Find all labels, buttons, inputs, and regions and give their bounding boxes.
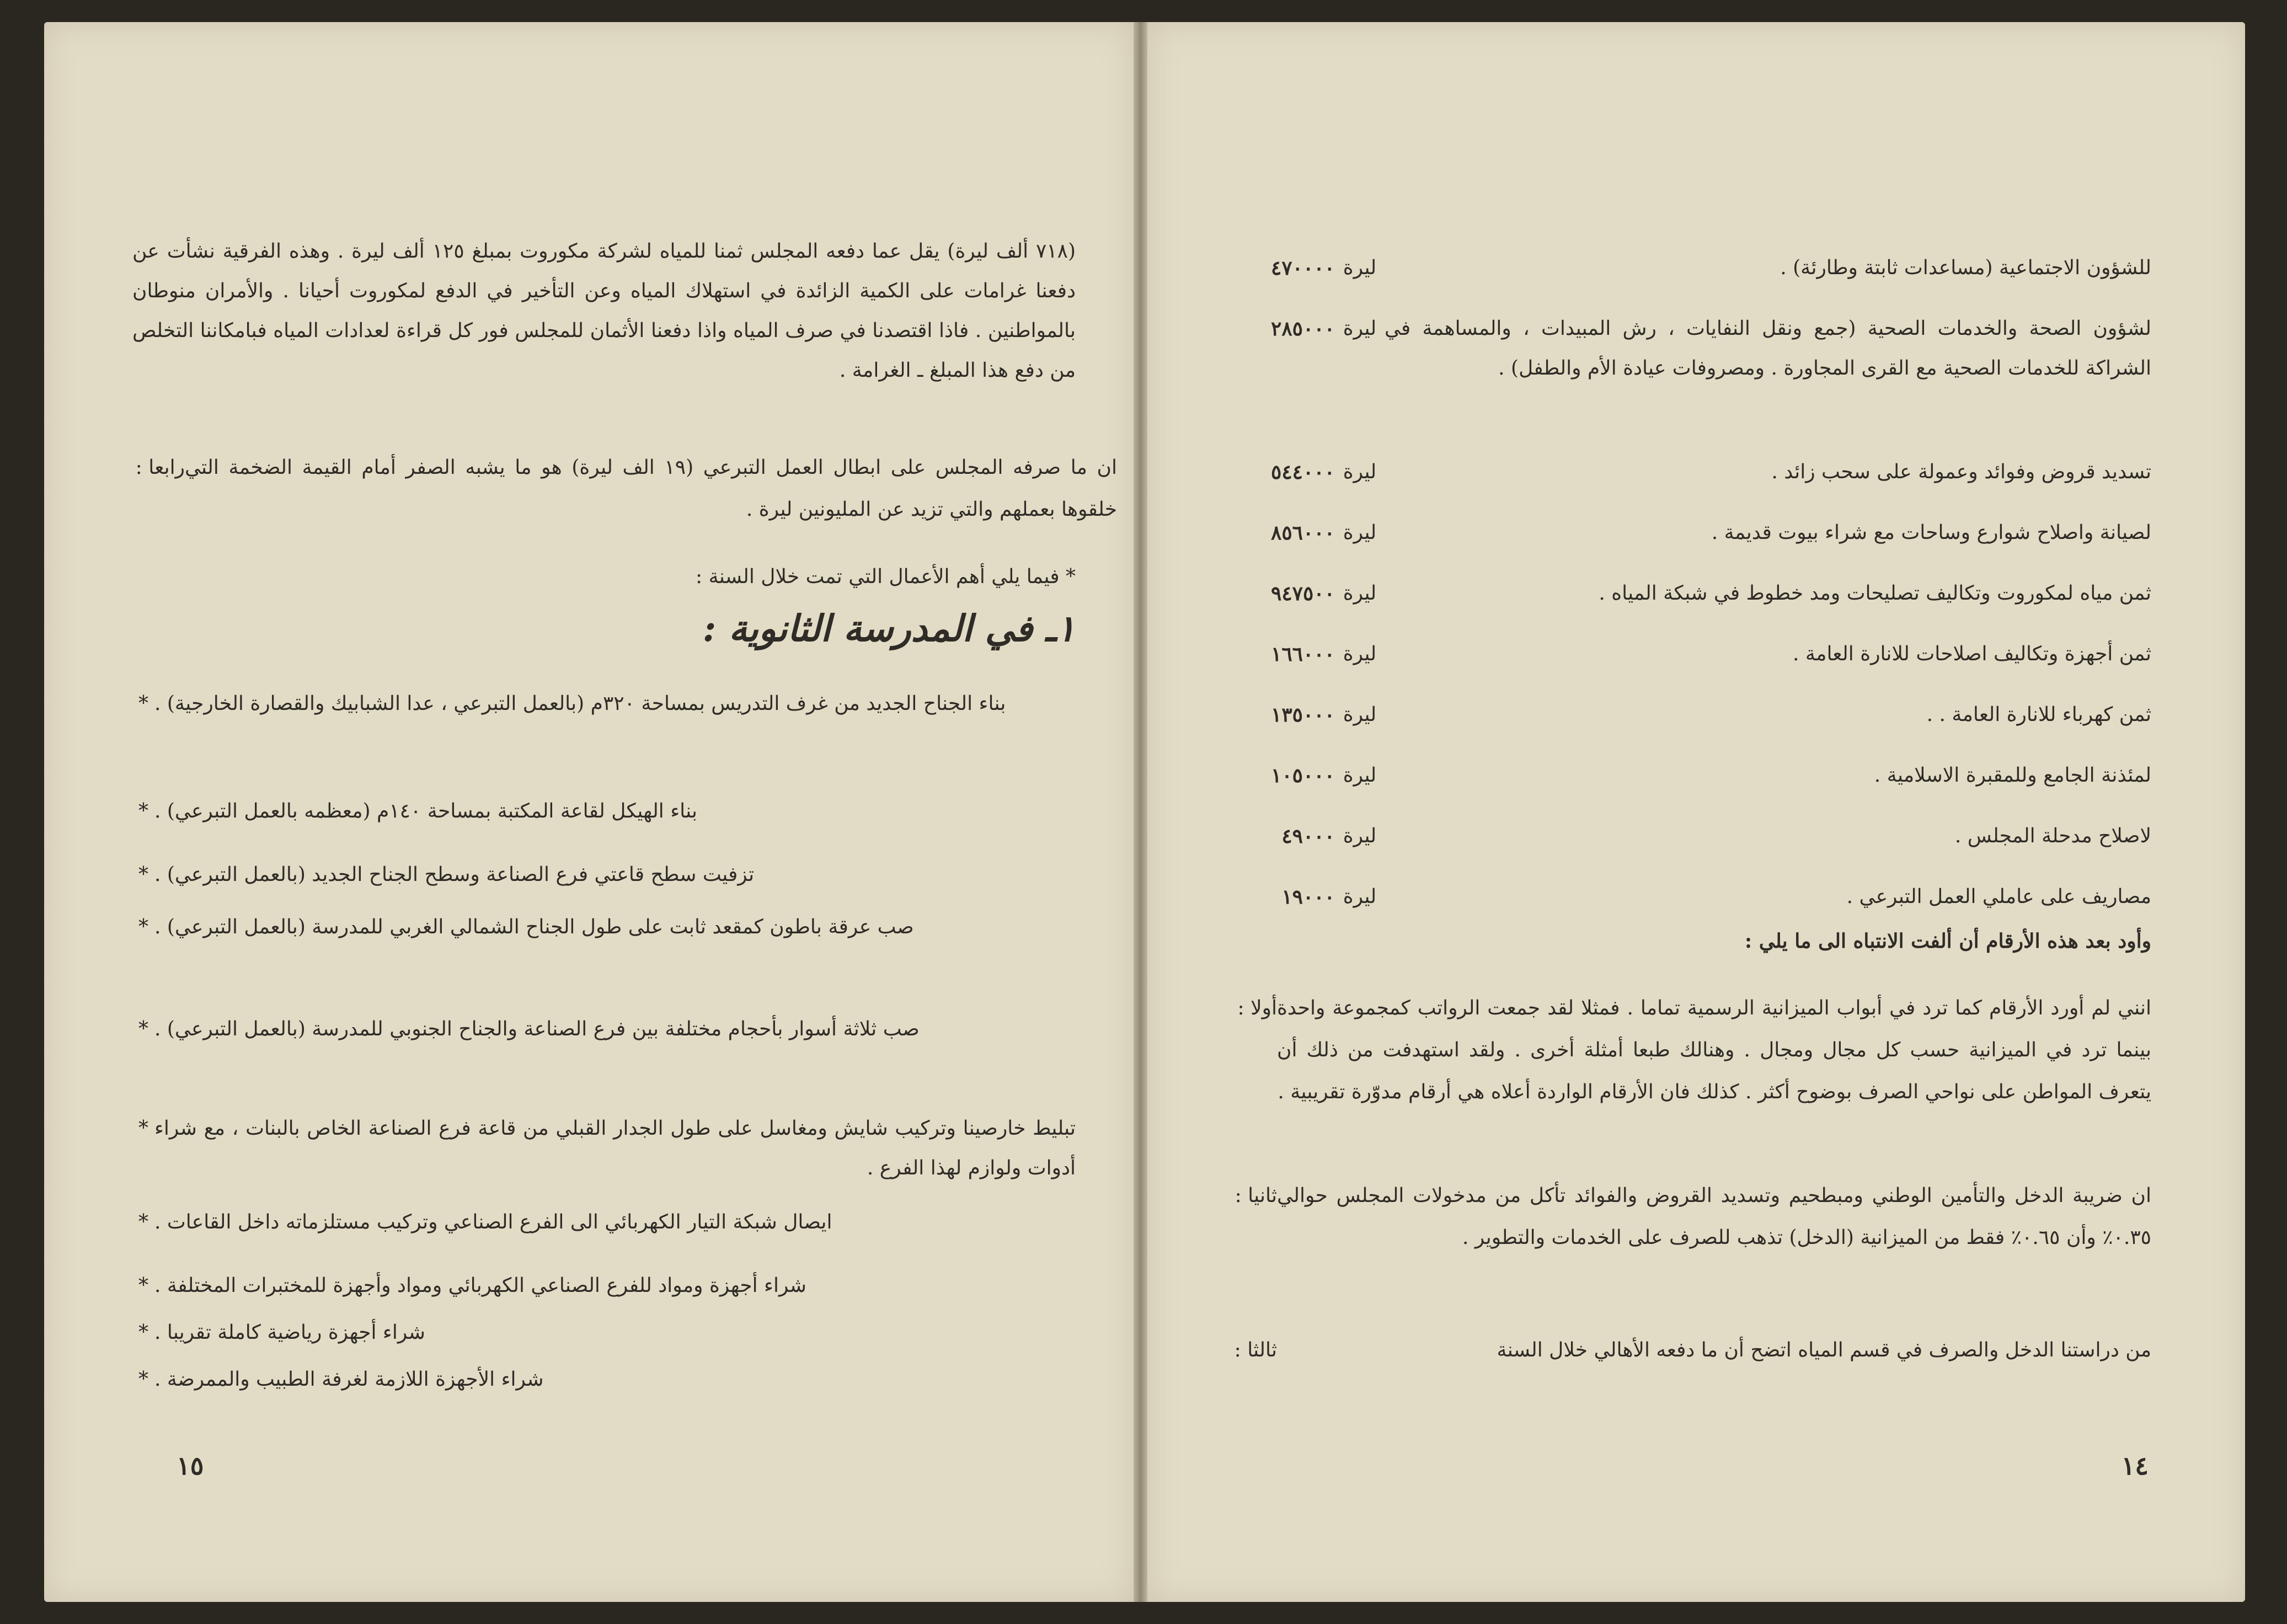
budget-amount: ٤٩٠٠٠ [1281,825,1335,848]
budget-currency: ليرة [1343,461,1377,483]
bullet-icon: * [138,1211,148,1233]
bullet-icon: * [138,692,148,715]
budget-description: ثمن مياه لمكوروت وتكاليف تصليحات ومد خطوط في شبكة المياه . [1599,582,2151,605]
note-label: ثالثا : [1234,1339,1277,1361]
budget-row [1225,574,2151,613]
budget-description: تسديد قروض وفوائد وعمولة على سحب زائد . [1771,461,2151,483]
budget-amount: ١٣٥٠٠٠ [1270,703,1335,726]
budget-row [1225,816,2151,856]
budget-description: لاصلاح مدحلة المجلس . [1954,825,2151,847]
budget-description: للشؤون الاجتماعية (مساعدات ثابتة وطارئة) . [1780,257,2151,279]
budget-currency: ليرة [1343,257,1377,279]
bullet-icon: * [138,1368,148,1391]
note-text: من دراستنا الدخل والصرف في قسم المياه اتضح أن ما دفعه الأهالي خلال السنة [1497,1339,2151,1361]
list-item [132,684,1076,724]
budget-amount: ٤٧٠٠٠٠ [1270,257,1335,280]
book-gutter [1134,22,1147,1602]
note-item [1225,1329,2151,1371]
fourth-text: ان ما صرفه المجلس على ابطال العمل التبرعي (١٩ الف ليرة) هو ما يشبه الصفر أمام القيمة الضخمة التي خلقوها بعملهم والتي تزيد عن المليونين ليرة . [185,456,1118,521]
list-item-text: تبليط خارصينا وتركيب شايش ومغاسل على طول الجدار القبلي من قاعة فرع الصناعة الخاص بالبنات ، مع شراء أدوات ولوازم لهذا الفرع . [154,1117,1076,1179]
works-intro-bullet: * [1066,565,1076,588]
note-item [1225,987,2151,1113]
budget-currency: ليرة [1343,703,1377,726]
note-text: انني لم أورد الأرقام كما ترد في أبواب الميزانية الرسمية تماما . فمثلا لقد جمعت الرواتب كمجموعة واحدة بينما ترد في الميزانية حسب كل مجال ومجال . وهنالك طبعا أمثلة أخرى . ولقد استهدفت من ذلك أن يتعرف المواطن على نواحي الصرف بوضوح أكثر . كذلك فان الأرقام الواردة أعلاه هي أرقام مدوّرة تقريبية . [1277,997,2151,1103]
section-heading: ١ـ في المدرسة الثانوية : [702,607,1076,650]
list-item [132,1009,1076,1049]
budget-row [1225,309,2151,388]
budget-currency: ليرة [1343,317,1377,340]
list-item-text: بناء الهيكل لقاعة المكتبة بمساحة ١٤٠م (معظمه بالعمل التبرعي) . [154,800,698,822]
bullet-icon: * [138,1274,148,1297]
left-page [44,22,1134,1602]
note-label: أولا : [1237,997,1277,1019]
budget-currency: ليرة [1343,521,1377,544]
budget-description: ثمن أجهزة وتكاليف اصلاحات للانارة العامة . [1792,643,2151,665]
budget-currency: ليرة [1343,825,1377,847]
budget-row [1225,756,2151,795]
works-intro-text: فيما يلي أهم الأعمال التي تمت خلال السنة : [696,565,1060,588]
list-item [132,855,1076,895]
budget-currency: ليرة [1343,643,1377,665]
bullet-icon: * [138,1117,148,1140]
budget-amount: ٨٥٦٠٠٠ [1270,521,1335,544]
budget-description: لمئذنة الجامع وللمقبرة الاسلامية . [1874,764,2151,787]
list-item-text: شراء أجهزة رياضية كاملة تقريبا . [154,1321,425,1344]
intro-paragraph: (٧١٨ ألف ليرة) يقل عما دفعه المجلس ثمنا للمياه لشركة مكوروت بمبلغ ١٢٥ ألف ليرة . وهذه الفرقية نشأت عن دفعنا غرامات على الكمية الزائدة في استهلاك المياه وعن التأخير في الدفع لمكوروت أحيانا . والأمران منوطان بالمواطنين . فاذا اقتصدنا في صرف المياه واذا دفعنا الأثمان للمجلس فور كل قراءة لعدادات المياه فبامكاننا التخلص من دفع هذا المبلغ ـ الغرامة . [132,240,1076,382]
list-item [132,1360,1076,1399]
list-item-text: صب عرقة باطون كمقعد ثابت على طول الجناح الشمالي الغربي للمدرسة (بالعمل التبرعي) . [154,916,914,938]
bullet-icon: * [138,1321,148,1344]
budget-amount: ١٦٦٠٠٠ [1270,643,1335,666]
right-page [1147,22,2245,1602]
budget-row [1225,452,2151,492]
list-item [132,792,1076,831]
budget-currency: ليرة [1343,582,1377,605]
budget-row [1225,513,2151,553]
list-item [132,1203,1076,1242]
list-item-text: شراء الأجهزة اللازمة لغرفة الطبيب والممرضة . [154,1368,544,1391]
bullet-icon: * [138,863,148,886]
budget-amount: ٩٤٧٥٠٠ [1270,582,1335,605]
bullet-icon: * [138,1018,148,1040]
list-item [132,1313,1076,1353]
list-item [132,907,1076,947]
budget-amount: ٢٨٥٠٠٠ [1270,317,1335,340]
note-text: ان ضريبة الدخل والتأمين الوطني ومبطحيم وتسديد القروض والفوائد تأكل من مدخولات المجلس حوالي ٠.٣٥٪ وأن ٠.٦٥٪ فقط من الميزانية (الدخل) تذهب للصرف على الخدمات والتطوير . [1277,1184,2151,1249]
fourth-label: رابعا : [135,456,185,479]
budget-currency: ليرة [1343,764,1377,787]
list-item-text: صب ثلاثة أسوار بأحجام مختلفة بين فرع الصناعة والجناح الجنوبي للمدرسة (بالعمل التبرعي) . [154,1018,920,1040]
fourth-point [132,447,1117,531]
list-item [132,1109,1076,1188]
budget-row [1225,695,2151,735]
note-item [1225,1175,2151,1259]
works-intro [132,557,1076,597]
budget-description: ثمن كهرباء للانارة العامة . . [1926,703,2151,726]
budget-amount: ١٩٠٠٠ [1281,885,1335,909]
budget-row [1225,877,2151,917]
page-number: ١٥ [177,1451,204,1481]
budget-amount: ١٠٥٠٠٠ [1270,764,1335,787]
note-label: ثانيا : [1235,1184,1277,1207]
budget-row [1225,248,2151,288]
notes-intro: وأود بعد هذه الأرقام أن ألفت الانتباه الى ما يلي : [1744,929,2151,953]
bullet-icon: * [138,916,148,938]
list-item-text: تزفيت سطح قاعتي فرع الصناعة وسطح الجناح الجديد (بالعمل التبرعي) . [154,863,755,886]
list-item-text: شراء أجهزة ومواد للفرع الصناعي الكهربائي ومواد وأجهزة للمختبرات المختلفة . [154,1274,806,1297]
page-number: ١٤ [2121,1451,2149,1481]
budget-description: لشؤون الصحة والخدمات الصحية (جمع ونقل النفايات ، رش المبيدات ، والمساهمة في الشراكة للخدمات الصحية مع القرى المجاورة . ومصروفات عيادة الأم والطفل) . [1385,317,2151,380]
budget-description: لصيانة واصلاح شوارع وساحات مع شراء بيوت قديمة . [1711,521,2151,544]
list-item-text: بناء الجناح الجديد من غرف التدريس بمساحة ٣٢٠م (بالعمل التبرعي ، عدا الشبابيك والقصارة الخارجية) . [154,692,1006,715]
budget-description: مصاريف على عاملي العمل التبرعي . [1846,885,2151,908]
budget-row [1225,634,2151,674]
budget-currency: ليرة [1343,885,1377,908]
bullet-icon: * [138,800,148,822]
budget-amount: ٥٤٤٠٠٠ [1270,461,1335,484]
list-item-text: ايصال شبكة التيار الكهربائي الى الفرع الصناعي وتركيب مستلزماته داخل القاعات . [154,1211,832,1233]
list-item [132,1266,1076,1306]
